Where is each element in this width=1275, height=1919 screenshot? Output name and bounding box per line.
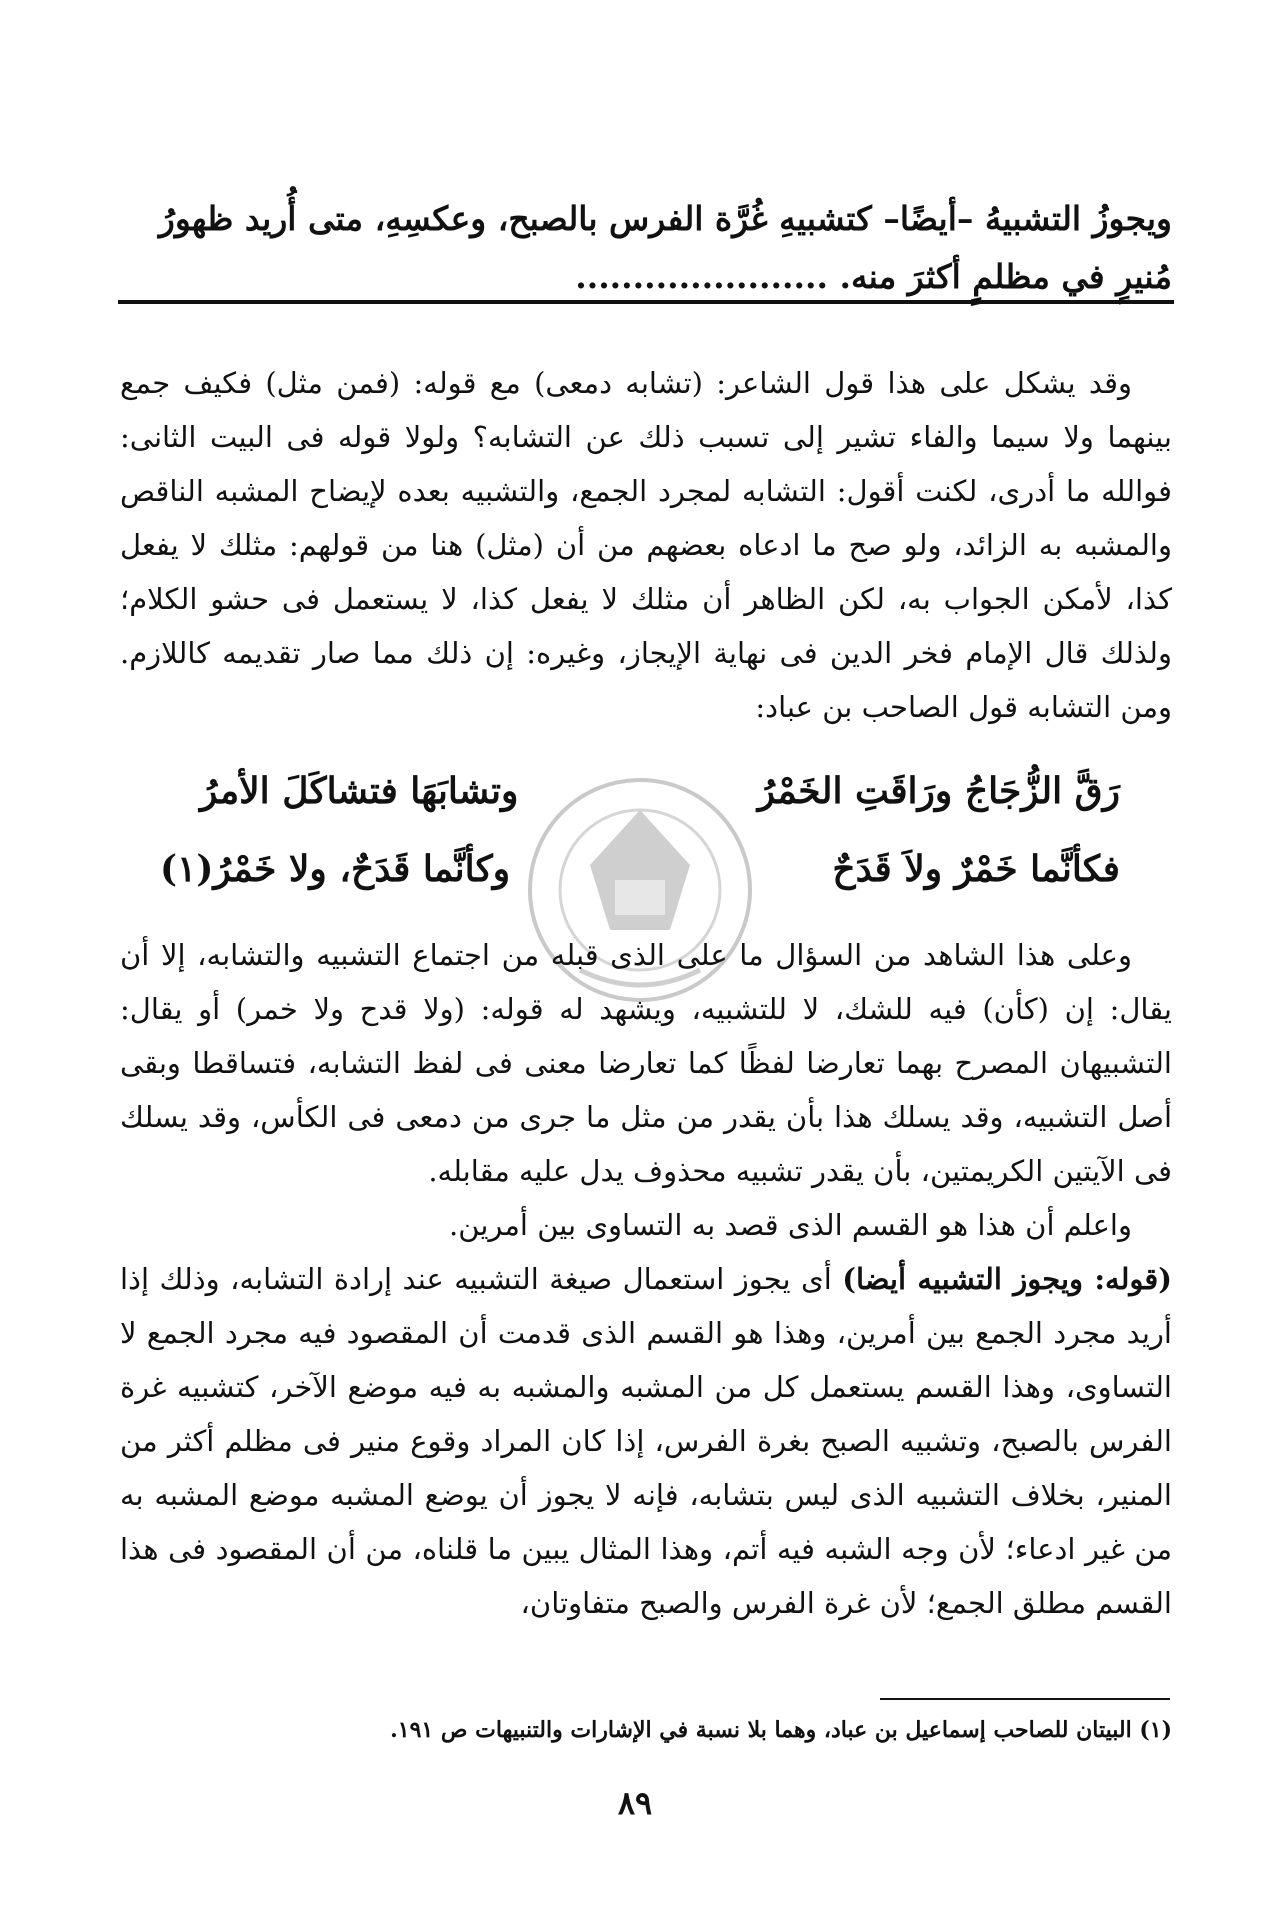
commentary-paragraph: وقد يشكل على هذا قول الشاعر: (تشابه دمعى) مع قوله: (فمن مثل) فكيف جمع بينهما ولا سيما والفاء تشير إلى تسبب ذلك عن التشابه؟ ولولا قوله فى البيت الثانى: فوالله ما أدرى، لكنت أقول: التشابه لمجرد الجمع، والتشبيه بعده لإيضاح المشبه الناقص والمشبه به الزائد، ولو صح ما ادعاه بعضهم من أن (مثل) هنا من قولهم: مثلك لا يفعل كذا، لأمكن الجواب به، لكن الظاهر أن مثلك لا يفعل كذا، لا يستعمل فى حشو الكلام؛ ولذلك قال الإمام فخر الدين فى نهاية الإيجاز، وغيره: إن ذلك مما صار تقديمه كاللازم. ومن التشابه قول الصاحب بن عباد: bbox=[120, 366, 1172, 724]
main-text-line-2: مُنيرٍ في مظلمٍ أكثرَ منه. ...................... bbox=[575, 257, 1172, 296]
commentary-paragraph-4 bbox=[120, 1252, 1172, 1630]
section-divider bbox=[118, 300, 1174, 304]
commentary-paragraph-2: وعلى هذا الشاهد من السؤال ما على الذى قبله من اجتماع التشبيه والتشابه، إلا أن يقال: إن (كأن) فيه للشك، لا للتشبيه، ويشهد له قوله: (ولا قدح ولا خمر) أو يقال: التشبيهان المصرح بهما تعارضا لفظًا كما تعارضا معنى فى لفظ التشابه، فتساقطا وبقى أصل التشبيه، وقد يسلك هذا بأن يقدر من مثل ما جرى من دمعى فى الكأس، وقد يسلك فى الآيتين الكريمتين، بأن يقدر تشبيه محذوف يدل عليه مقابله. bbox=[120, 938, 1172, 1188]
footnote-divider bbox=[880, 1698, 1170, 1700]
page-number: ٨٩ bbox=[617, 1784, 653, 1822]
commentary-section-2 bbox=[120, 928, 1172, 1630]
verse-1-second-hemistich: وتشابَهَا فتشاكَلَ الأمرُ bbox=[200, 770, 519, 812]
verse-2-second-hemistich: وكأنَّما قَدَحٌ، ولا خَمْرُ(١) bbox=[160, 848, 511, 890]
commentary-section bbox=[120, 356, 1172, 734]
main-text-line-1: ويجوزُ التشبيهُ –أيضًا– كتشبيهِ غُرَّة الفرس بالصبح، وعكسِهِ، متى أُريد ظهورُ bbox=[158, 199, 1172, 238]
verse-1-first-hemistich: رَقَّ الزُّجَاجُ ورَاقَتِ الخَمْرُ bbox=[757, 770, 1120, 812]
main-text bbox=[120, 190, 1172, 306]
lemma-quote: (قوله: ويجوز التشبيه أيضا) bbox=[842, 1262, 1172, 1296]
lemma-explanation: أى يجوز استعمال صيغة التشبيه عند إرادة التشابه، وذلك إذا أريد مجرد الجمع بين أمرين، وهذا هو القسم الذى قدمت أن المقصود فيه مجرد الجمع لا التساوى، وهذا القسم يستعمل كل من المشبه والمشبه به فيه موضع الآخر، كتشبيه غرة الفرس بالصبح، وتشبيه الصبح بغرة الفرس، إذا كان المراد وقوع منير فى مظلم أكثر من المنير، بخلاف التشبيه الذى ليس بتشابه، فإنه لا يجوز أن يوضع المشبه موضع المشبه به من غير ادعاء؛ لأن وجه الشبه فيه أتم، وهذا المثال يبين ما قلناه، من أن المقصود فى هذا القسم مطلق الجمع؛ لأن غرة الفرس والصبح متفاوتان، bbox=[120, 1262, 1172, 1620]
footnote: (١) البيتان للصاحب إسماعيل بن عباد، وهما بلا نسبة في الإشارات والتنبيهات ص ١٩١. bbox=[390, 1717, 1172, 1743]
commentary-paragraph-3: واعلم أن هذا هو القسم الذى قصد به التساوى بين أمرين. bbox=[449, 1208, 1132, 1242]
verse-2-first-hemistich: فكأنَّما خَمْرٌ ولاَ قَدَحٌ bbox=[832, 848, 1120, 890]
